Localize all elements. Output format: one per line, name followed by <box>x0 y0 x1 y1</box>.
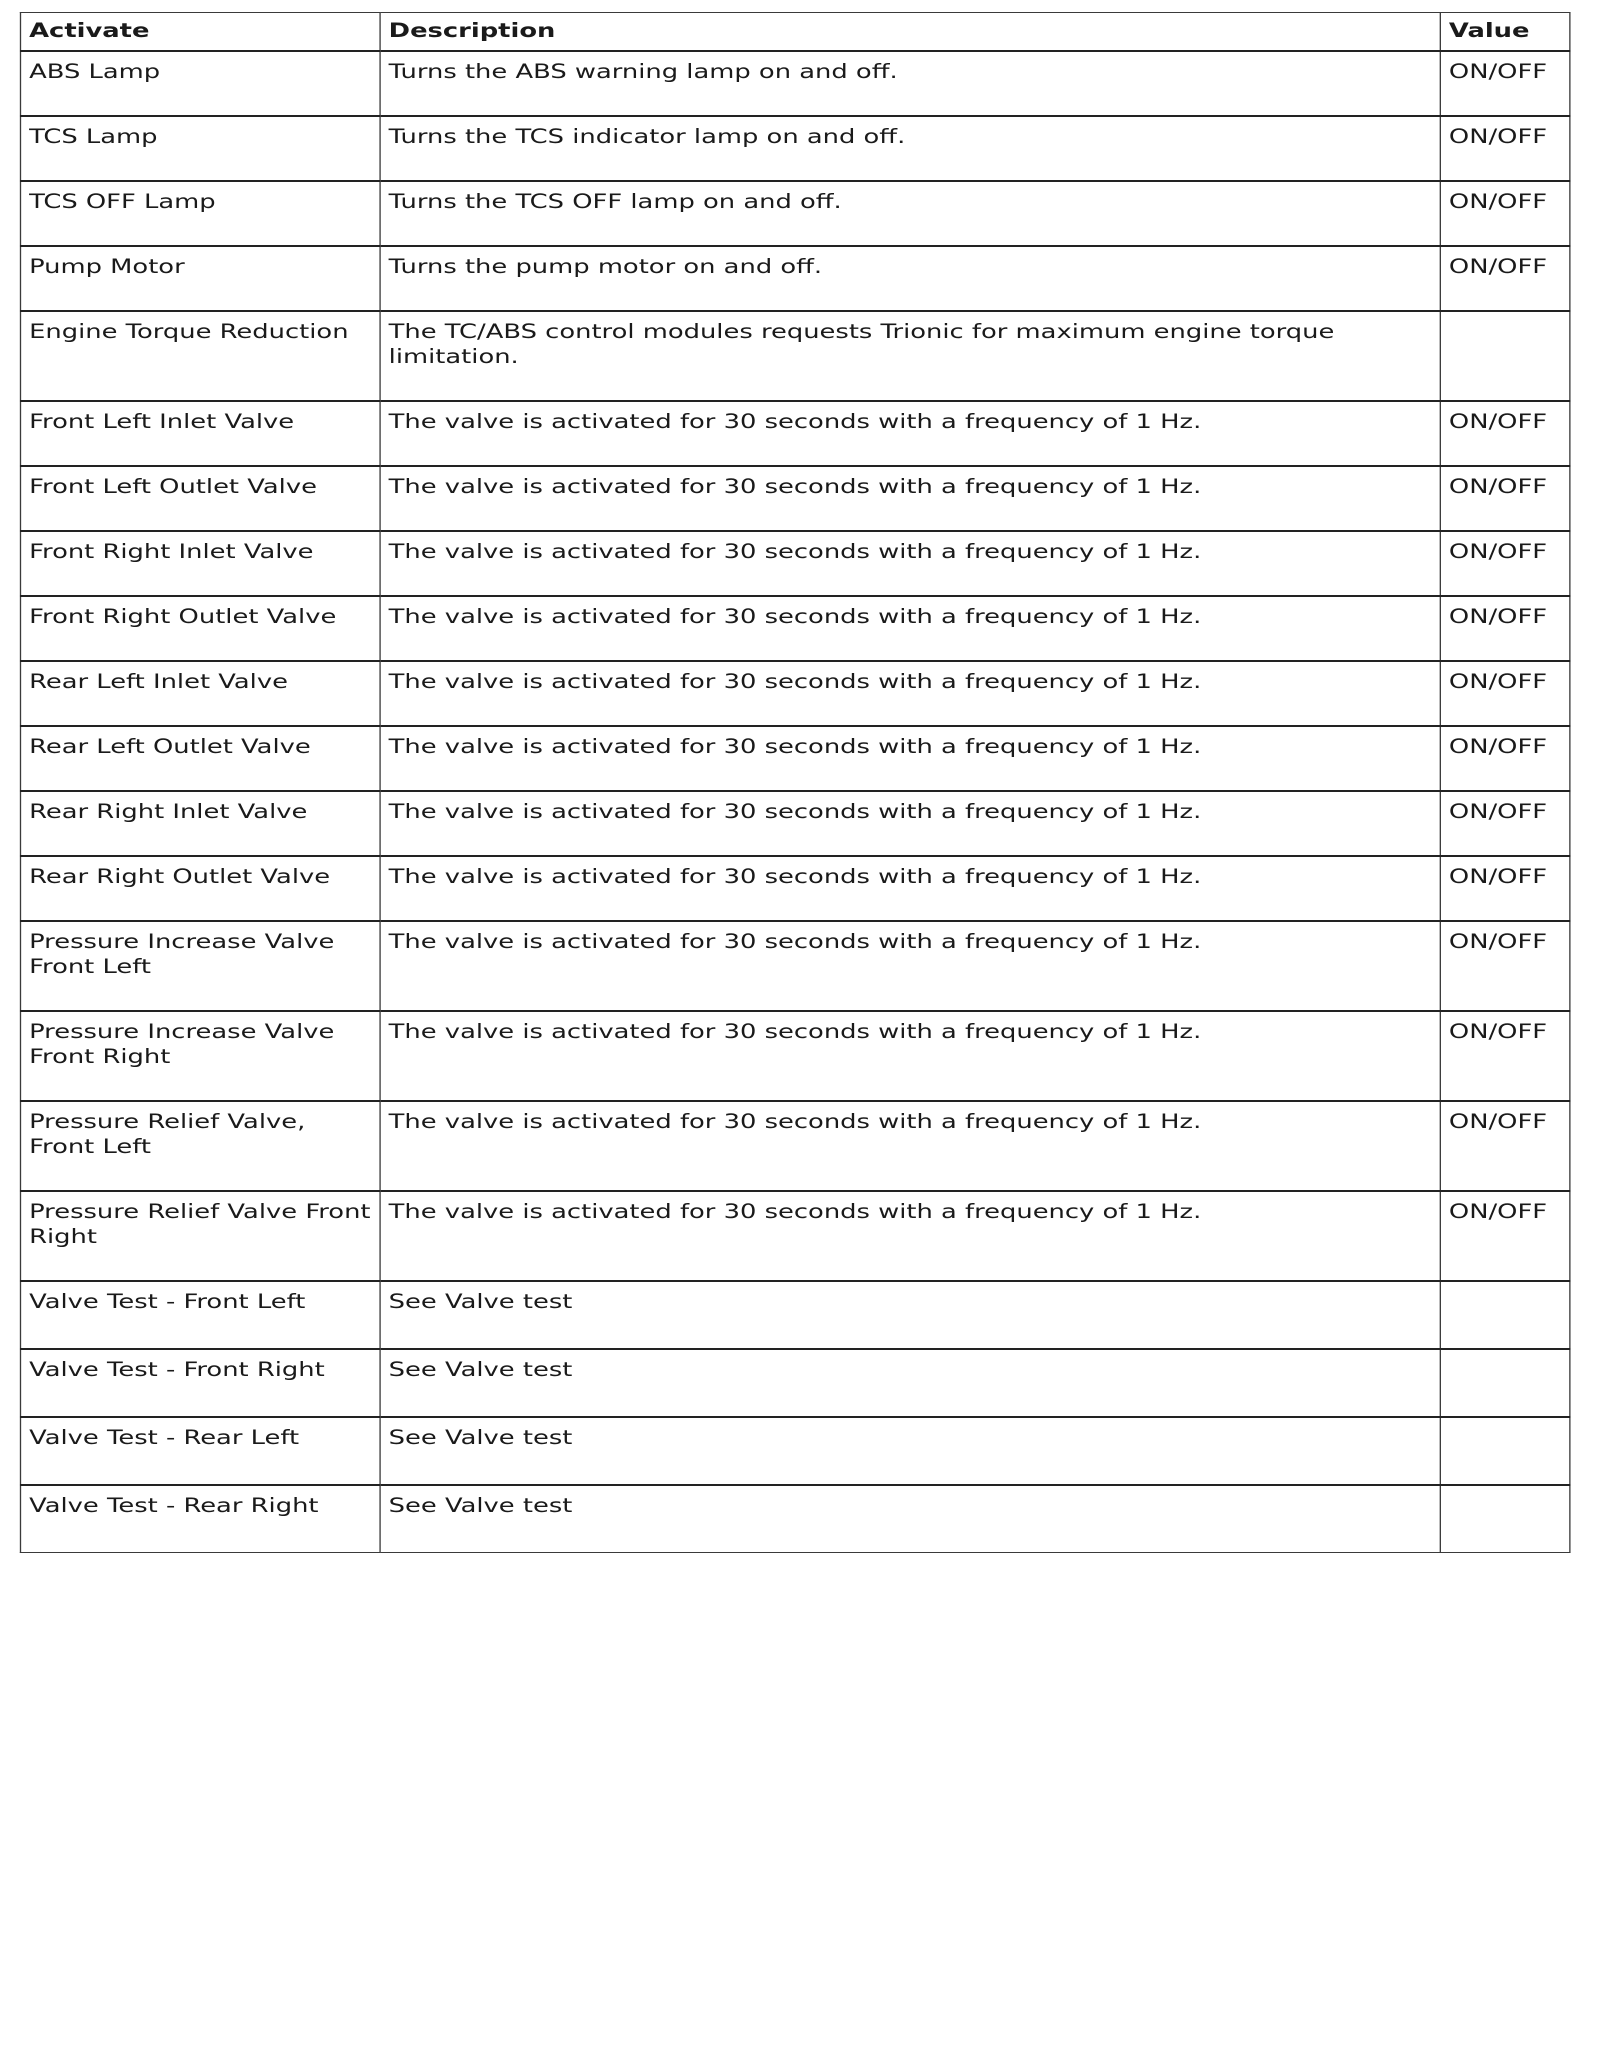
table-header-row <box>20 13 1569 51</box>
value-cell: ON/OFF <box>1440 856 1570 921</box>
activate-cell: Pressure Increase Valve Front Left <box>20 921 380 1011</box>
value-cell: ON/OFF <box>1440 921 1570 1011</box>
description-cell: The valve is activated for 30 seconds with a frequency of 1 Hz. <box>380 661 1440 726</box>
table-row <box>20 51 1569 116</box>
value-cell: ON/OFF <box>1440 246 1570 311</box>
table-row <box>20 1281 1569 1349</box>
activation-table <box>20 12 1571 1553</box>
activate-cell: Front Right Inlet Valve <box>20 531 380 596</box>
activate-cell: Pressure Increase Valve Front Right <box>20 1011 380 1101</box>
table-row <box>20 401 1569 466</box>
value-cell <box>1440 1281 1570 1349</box>
description-cell: The valve is activated for 30 seconds with a frequency of 1 Hz. <box>380 466 1440 531</box>
value-cell: ON/OFF <box>1440 1191 1570 1281</box>
activate-cell: Rear Right Outlet Valve <box>20 856 380 921</box>
description-cell: The TC/ABS control modules requests Trionic for maximum engine torque limitation. <box>380 311 1440 401</box>
table-row <box>20 531 1569 596</box>
value-cell: ON/OFF <box>1440 116 1570 181</box>
value-cell <box>1440 1349 1570 1417</box>
header-value: Value <box>1440 13 1570 51</box>
value-cell: ON/OFF <box>1440 726 1570 791</box>
value-cell: ON/OFF <box>1440 791 1570 856</box>
value-cell: ON/OFF <box>1440 596 1570 661</box>
value-cell: ON/OFF <box>1440 661 1570 726</box>
activate-cell: TCS Lamp <box>20 116 380 181</box>
activate-cell: Pressure Relief Valve, Front Left <box>20 1101 380 1191</box>
description-cell: The valve is activated for 30 seconds with a frequency of 1 Hz. <box>380 531 1440 596</box>
description-cell: The valve is activated for 30 seconds with a frequency of 1 Hz. <box>380 726 1440 791</box>
value-cell: ON/OFF <box>1440 181 1570 246</box>
description-cell: The valve is activated for 30 seconds with a frequency of 1 Hz. <box>380 856 1440 921</box>
description-cell: The valve is activated for 30 seconds with a frequency of 1 Hz. <box>380 401 1440 466</box>
table-row <box>20 246 1569 311</box>
table-row <box>20 1417 1569 1485</box>
table-row <box>20 661 1569 726</box>
activate-cell: Rear Left Inlet Valve <box>20 661 380 726</box>
activate-cell: Front Right Outlet Valve <box>20 596 380 661</box>
activate-cell: Valve Test - Rear Left <box>20 1417 380 1485</box>
value-cell <box>1440 311 1570 401</box>
activate-cell: Engine Torque Reduction <box>20 311 380 401</box>
description-cell: Turns the ABS warning lamp on and off. <box>380 51 1440 116</box>
table-row <box>20 596 1569 661</box>
value-cell: ON/OFF <box>1440 51 1570 116</box>
value-cell: ON/OFF <box>1440 1011 1570 1101</box>
value-cell: ON/OFF <box>1440 531 1570 596</box>
value-cell: ON/OFF <box>1440 401 1570 466</box>
header-description: Description <box>380 13 1440 51</box>
description-cell: The valve is activated for 30 seconds with a frequency of 1 Hz. <box>380 596 1440 661</box>
activate-cell: Valve Test - Front Left <box>20 1281 380 1349</box>
activate-cell: Rear Right Inlet Valve <box>20 791 380 856</box>
value-cell: ON/OFF <box>1440 1101 1570 1191</box>
activate-cell: Front Left Outlet Valve <box>20 466 380 531</box>
description-cell: Turns the TCS indicator lamp on and off. <box>380 116 1440 181</box>
table-row <box>20 1485 1569 1553</box>
description-cell: The valve is activated for 30 seconds with a frequency of 1 Hz. <box>380 921 1440 1011</box>
value-cell <box>1440 1485 1570 1553</box>
activate-cell: Pressure Relief Valve Front Right <box>20 1191 380 1281</box>
table-row <box>20 466 1569 531</box>
value-cell: ON/OFF <box>1440 466 1570 531</box>
description-cell: The valve is activated for 30 seconds with a frequency of 1 Hz. <box>380 1011 1440 1101</box>
value-cell <box>1440 1417 1570 1485</box>
activate-cell: ABS Lamp <box>20 51 380 116</box>
description-cell: The valve is activated for 30 seconds with a frequency of 1 Hz. <box>380 1191 1440 1281</box>
description-cell: See Valve test <box>380 1349 1440 1417</box>
activate-cell: Front Left Inlet Valve <box>20 401 380 466</box>
activate-cell: Rear Left Outlet Valve <box>20 726 380 791</box>
table-row <box>20 791 1569 856</box>
table-row <box>20 116 1569 181</box>
table-row <box>20 1191 1569 1281</box>
table-row <box>20 856 1569 921</box>
description-cell: See Valve test <box>380 1485 1440 1553</box>
table-row <box>20 1101 1569 1191</box>
activate-cell: TCS OFF Lamp <box>20 181 380 246</box>
table-row <box>20 1349 1569 1417</box>
activate-cell: Valve Test - Rear Right <box>20 1485 380 1553</box>
header-activate: Activate <box>20 13 380 51</box>
description-cell: See Valve test <box>380 1281 1440 1349</box>
table-row <box>20 726 1569 791</box>
table-row <box>20 311 1569 401</box>
table-row <box>20 1011 1569 1101</box>
description-cell: The valve is activated for 30 seconds with a frequency of 1 Hz. <box>380 1101 1440 1191</box>
description-cell: Turns the pump motor on and off. <box>380 246 1440 311</box>
table-row <box>20 921 1569 1011</box>
description-cell: The valve is activated for 30 seconds with a frequency of 1 Hz. <box>380 791 1440 856</box>
description-cell: Turns the TCS OFF lamp on and off. <box>380 181 1440 246</box>
table-row <box>20 181 1569 246</box>
description-cell: See Valve test <box>380 1417 1440 1485</box>
activate-cell: Valve Test - Front Right <box>20 1349 380 1417</box>
activate-cell: Pump Motor <box>20 246 380 311</box>
